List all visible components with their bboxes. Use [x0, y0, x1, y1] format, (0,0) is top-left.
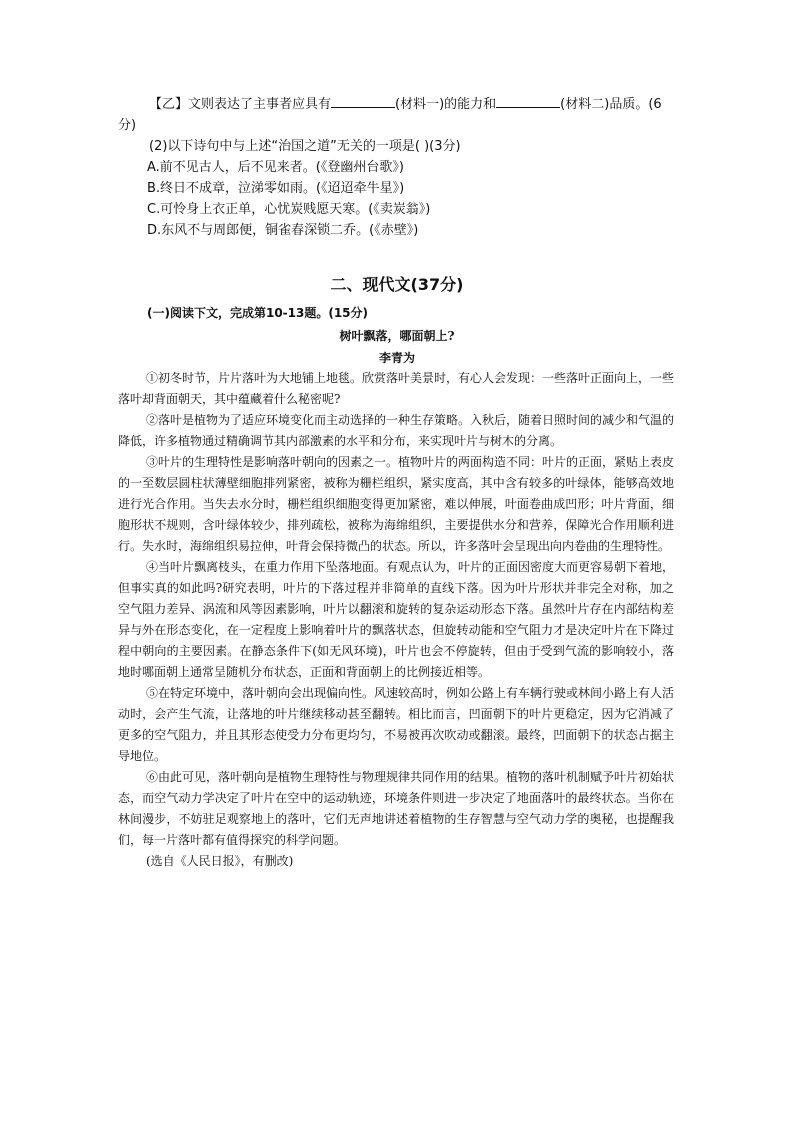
question-1-text-mid: (材料一)的能力和: [395, 97, 497, 112]
answer-blank-2[interactable]: [496, 94, 560, 108]
article-paragraph: ⑥由此可见，落叶朝向是植物生理特性与物理规律共同作用的结果。植物的落叶机制赋予叶片初始状态，而空气动力学决定了叶片在空中的运动轨迹，环境条件则进一步决定了地面落叶的最终状态。当你在林间漫步，不妨驻足观察地上的落叶，它们无声地讲述着植物的生存智慧与空气动力学的奥秘，也提醒我们，每一片落叶都有值得探究的科学问题。: [118, 770, 675, 847]
question-2: (2)以下诗句中与上述“治国之道”无关的一项是( )(3分): [149, 139, 461, 154]
reading-instruction: (一)阅读下文，完成第10-13题。(15分): [147, 306, 369, 320]
option-a: A.前不见古人，后不见来者。(《登幽州台歌》): [147, 160, 404, 175]
article-paragraph: ①初冬时节，片片落叶为大地铺上地毯。欣赏落叶美景时，有心人会发现：一些落叶正面向上，一些落叶却背面朝天，其中蕴藏着什么秘密呢?: [118, 371, 675, 406]
article-paragraph: ②落叶是植物为了适应环境变化而主动选择的一种生存策略。入秋后，随着日照时间的减少和气温的降低，许多植物通过精确调节其内部激素的水平和分布，来实现叶片与树木的分离。: [118, 413, 675, 448]
article-paragraph: ③叶片的生理特性是影响落叶朝向的因素之一。植物叶片的两面构造不同：叶片的正面，紧贴上表皮的一至数层圆柱状薄壁细胞排列紧密，被称为栅栏组织，紧实度高，其中含有较多的叶绿体，能够高效地进行光合作用。当失去水分时，栅栏组织细胞变得更加紧密，难以伸展，叶面卷曲成凹形；叶片背面，细胞形状不规则，含叶绿体较少，排列疏松，被称为海绵组织，主要提供水分和营养，保障光合作用顺利进行。失水时，海绵组织易拉伸，叶背会保持微凸的状态。所以，许多落叶会呈现出向内卷曲的生理特性。: [118, 455, 675, 553]
question-1-text: 【乙】文则表达了主事者应具有: [149, 97, 332, 112]
option-d: D.东风不与周郎便，铜雀春深锁二乔。(《赤壁》): [147, 223, 419, 238]
article-body: [118, 368, 674, 872]
question-1-score: 分): [118, 118, 137, 133]
question-1-line: [118, 94, 678, 115]
option-c: C.可怜身上衣正单，心忧炭贱愿天寒。(《卖炭翁》): [147, 202, 431, 217]
article-source: (选自《人民日报》，有删改): [146, 854, 294, 868]
article-author: 李青为: [378, 351, 415, 365]
answer-blank-1[interactable]: [331, 94, 395, 108]
article-paragraph: ⑤在特定环境中，落叶朝向会出现偏向性。风速较高时，例如公路上有车辆行驶或林间小路上有人活动时，会产生气流，让落地的叶片继续移动甚至翻转。相比而言，凹面朝下的叶片更稳定，因为它消减了更多的空气阻力，并且其形态使受力分布更均匀，不易被再次吹动或翻滚。最终，凹面朝下的状态占据主导地位。: [118, 686, 675, 763]
article-title: 树叶飘落，哪面朝上?: [339, 329, 455, 343]
question-1-text-end: (材料二)品质。(6: [560, 97, 662, 112]
article-paragraph: ④当叶片飘离枝头，在重力作用下坠落地面。有观点认为，叶片的正面因密度大而更容易朝下着地，但事实真的如此吗?研究表明，叶片的下落过程并非简单的直线下落。因为叶片形状并非完全对称，加之空气阻力差异、涡流和风等因素影响，叶片以翻滚和旋转的复杂运动形态下落。虽然叶片存在内部结构差异与外在形态变化，在一定程度上影响着叶片的飘落状态，但旋转动能和空气阻力才是决定叶片在下降过程中朝向的主要因素。在静态条件下(如无风环境)，叶片也会不停旋转，但由于受到气流的影响较小，落地时哪面朝上通常呈随机分布状态，正面和背面朝上的比例接近相等。: [118, 560, 675, 679]
section-heading: 二、现代文(37分): [330, 275, 464, 294]
option-b: B.终日不成章，泣涕零如雨。(《迢迢牵牛星》): [147, 181, 405, 196]
question-block: [118, 94, 678, 241]
